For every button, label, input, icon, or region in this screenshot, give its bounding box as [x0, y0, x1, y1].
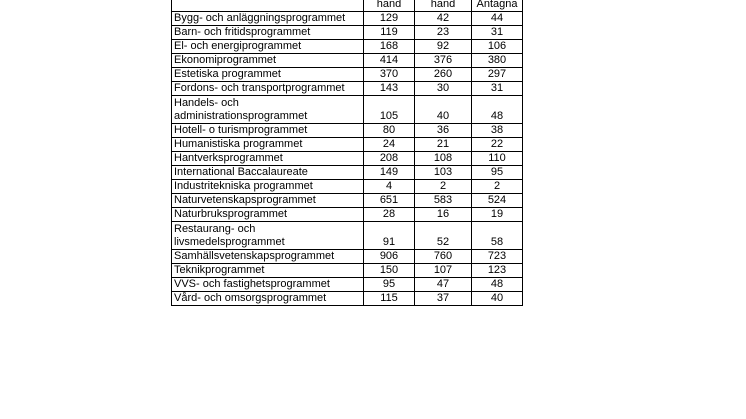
program-name-cell — [172, 82, 364, 96]
value-cell-antagna: 380 — [472, 54, 523, 68]
table-row — [172, 194, 523, 208]
value-cell-col2: 107 — [415, 264, 472, 278]
program-name-line: Hantverksprogrammet — [174, 152, 283, 164]
header-cell-antagna: Antagna — [472, 0, 523, 12]
program-name-line: Hotell- o turismprogrammet — [174, 124, 308, 136]
value-cell-antagna: 106 — [472, 40, 523, 54]
program-name-line: Barn- och fritidsprogrammet — [174, 26, 311, 38]
value-cell-antagna: 40 — [472, 292, 523, 306]
value-cell-col1: 115 — [364, 292, 415, 306]
value-cell-col1: 168 — [364, 40, 415, 54]
value-cell-col1: 4 — [364, 180, 415, 194]
program-name-line: Ekonomiprogrammet — [174, 54, 277, 66]
program-name-cell — [172, 54, 364, 68]
value-cell-col1: 129 — [364, 12, 415, 26]
value-cell-col2: 42 — [415, 12, 472, 26]
value-cell-antagna: 123 — [472, 264, 523, 278]
value-cell-col1: 80 — [364, 124, 415, 138]
table-row — [172, 222, 523, 250]
table-row — [172, 54, 523, 68]
program-name-line: Bygg- och anläggningsprogrammet — [174, 12, 346, 24]
table-header-row — [172, 0, 523, 12]
value-cell-col2: 30 — [415, 82, 472, 96]
program-name-cell — [172, 124, 364, 138]
value-cell-col1: 370 — [364, 68, 415, 82]
value-cell-col1: 906 — [364, 250, 415, 264]
table-row — [172, 26, 523, 40]
program-name-line: El- och energiprogrammet — [174, 40, 302, 52]
header-cell-col2: hand — [415, 0, 472, 12]
program-name-line: Humanistiska programmet — [174, 138, 303, 150]
value-cell-col2: 36 — [415, 124, 472, 138]
table-row — [172, 166, 523, 180]
value-cell-col2: 92 — [415, 40, 472, 54]
program-name-line: livsmedelsprogrammet — [174, 236, 285, 248]
value-cell-antagna: 38 — [472, 124, 523, 138]
program-name-cell — [172, 12, 364, 26]
value-cell-antagna: 110 — [472, 152, 523, 166]
value-cell-col1: 95 — [364, 278, 415, 292]
program-name-line: Fordons- och transportprogrammet — [174, 82, 345, 94]
value-cell-col2: 23 — [415, 26, 472, 40]
value-cell-col2: 583 — [415, 194, 472, 208]
value-cell-antagna: 44 — [472, 12, 523, 26]
value-cell-antagna: 297 — [472, 68, 523, 82]
program-name-line: Estetiska programmet — [174, 68, 281, 80]
table-row — [172, 152, 523, 166]
program-name-cell — [172, 222, 364, 250]
table-row — [172, 40, 523, 54]
value-cell-antagna: 19 — [472, 208, 523, 222]
table-row — [172, 250, 523, 264]
value-cell-col2: 47 — [415, 278, 472, 292]
program-name-line: Handels- och — [174, 97, 239, 109]
table-row — [172, 138, 523, 152]
table-row — [172, 68, 523, 82]
value-cell-col2: 260 — [415, 68, 472, 82]
value-cell-col1: 119 — [364, 26, 415, 40]
table-row — [172, 264, 523, 278]
program-name-line: administrationsprogrammet — [174, 110, 308, 122]
program-name-line: Teknikprogrammet — [174, 264, 265, 276]
header-cell-program — [172, 0, 364, 12]
value-cell-col2: 108 — [415, 152, 472, 166]
value-cell-col1: 91 — [364, 222, 415, 250]
program-name-line: Naturbruksprogrammet — [174, 208, 288, 220]
value-cell-col2: 103 — [415, 166, 472, 180]
program-name-cell — [172, 152, 364, 166]
value-cell-col1: 143 — [364, 82, 415, 96]
header-cell-col1: hand — [364, 0, 415, 12]
value-cell-antagna: 31 — [472, 26, 523, 40]
program-table — [171, 0, 523, 306]
table-row — [172, 124, 523, 138]
value-cell-col1: 149 — [364, 166, 415, 180]
value-cell-antagna: 48 — [472, 96, 523, 124]
program-name-cell — [172, 194, 364, 208]
table-row — [172, 278, 523, 292]
value-cell-antagna: 2 — [472, 180, 523, 194]
program-name-cell — [172, 264, 364, 278]
program-name-line: Samhällsvetenskapsprogrammet — [174, 250, 335, 262]
program-name-cell — [172, 250, 364, 264]
value-cell-antagna: 95 — [472, 166, 523, 180]
table-row — [172, 96, 523, 124]
value-cell-col2: 21 — [415, 138, 472, 152]
table-row — [172, 292, 523, 306]
table-row — [172, 180, 523, 194]
value-cell-col1: 105 — [364, 96, 415, 124]
program-name-cell — [172, 166, 364, 180]
program-name-line: VVS- och fastighetsprogrammet — [174, 278, 330, 290]
value-cell-antagna: 31 — [472, 82, 523, 96]
program-name-line: International Baccalaureate — [174, 166, 308, 178]
program-name-line: Industritekniska programmet — [174, 180, 313, 192]
program-name-cell — [172, 40, 364, 54]
value-cell-antagna: 524 — [472, 194, 523, 208]
program-name-cell — [172, 96, 364, 124]
value-cell-col2: 760 — [415, 250, 472, 264]
value-cell-antagna: 723 — [472, 250, 523, 264]
value-cell-col1: 208 — [364, 152, 415, 166]
value-cell-antagna: 58 — [472, 222, 523, 250]
program-name-cell — [172, 138, 364, 152]
program-name-line: Naturvetenskapsprogrammet — [174, 194, 316, 206]
value-cell-col1: 651 — [364, 194, 415, 208]
table-row — [172, 208, 523, 222]
value-cell-col1: 414 — [364, 54, 415, 68]
program-name-line: Vård- och omsorgsprogrammet — [174, 292, 327, 304]
value-cell-col1: 24 — [364, 138, 415, 152]
table-row — [172, 12, 523, 26]
value-cell-col1: 150 — [364, 264, 415, 278]
program-name-line: Restaurang- och — [174, 223, 256, 235]
value-cell-col2: 40 — [415, 96, 472, 124]
table-row — [172, 82, 523, 96]
program-name-cell — [172, 26, 364, 40]
program-name-cell — [172, 278, 364, 292]
program-name-cell — [172, 68, 364, 82]
program-table-body — [172, 0, 523, 306]
program-name-cell — [172, 208, 364, 222]
value-cell-col2: 52 — [415, 222, 472, 250]
value-cell-antagna: 48 — [472, 278, 523, 292]
value-cell-col1: 28 — [364, 208, 415, 222]
value-cell-col2: 16 — [415, 208, 472, 222]
value-cell-col2: 376 — [415, 54, 472, 68]
program-name-cell — [172, 180, 364, 194]
value-cell-col2: 37 — [415, 292, 472, 306]
value-cell-antagna: 22 — [472, 138, 523, 152]
value-cell-col2: 2 — [415, 180, 472, 194]
program-name-cell — [172, 292, 364, 306]
